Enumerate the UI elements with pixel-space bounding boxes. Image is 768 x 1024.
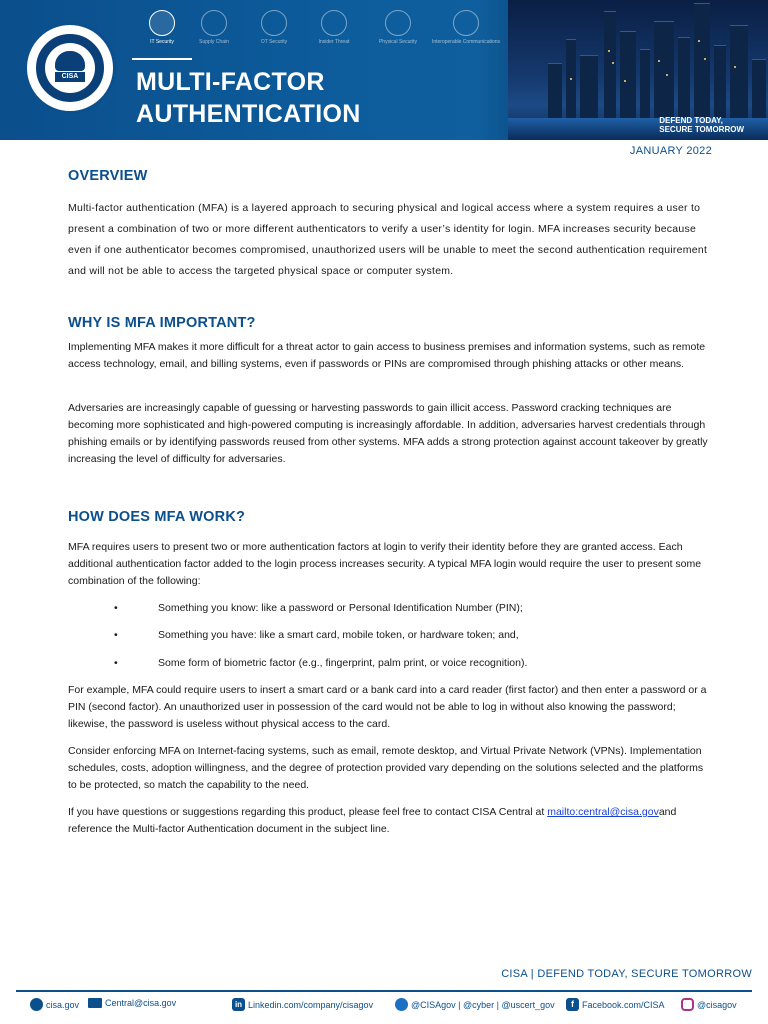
linkedin-icon: in (232, 998, 245, 1011)
overview-body: Multi-factor authentication (MFA) is a layered approach to securing physical and logical access where a system requires a user to present a combination of two or more different authenticators to verify a user’s identity for login. MFA increases security because even if one authenticator becomes compromised, unauthorized users will be unable to meet the second authentication requirement and will not be able to access the targeted physical space or computer system. (68, 202, 708, 277)
publication-date: JANUARY 2022 (629, 145, 712, 157)
it-security-icon (149, 10, 175, 36)
how-mfa-paragraph-1: MFA requires users to present two or more authentication factors at login to verify their identity before they are granted access. Each additional authentication factor added to the login process increases security. A typical MFA login would require the user to present some combination of the following: (68, 541, 702, 587)
envelope-icon (88, 998, 102, 1008)
facebook-icon: f (566, 998, 579, 1011)
contact-paragraph: If you have questions or suggestions regarding this product, please feel free to contact CISA Central at mailto:central@cisa.govand reference the Multi-factor Authentication document in the subject line. (68, 806, 677, 835)
header-banner (0, 0, 768, 140)
tab-physical-security[interactable]: Physical Security (368, 8, 428, 60)
footer-contact-bar (30, 998, 750, 1016)
how-mfa-paragraph-3: Consider enforcing MFA on Internet-facing systems, such as email, remote desktop, and Virtual Private Network (VPNs). Implementation schedules, costs, adoption willingness, and the degree of protection provided vary depending on the solutions selected and the platforms to be protected, so match the capability to the need. (68, 745, 704, 791)
how-mfa-paragraph-2: For example, MFA could require users to insert a smart card or a bank card into a card reader (first factor) and then enter a password or a PIN (second factor). An unauthorized user in possession of the card would not be able to log in without also knowing the password; likewise, the password is useless without physical access to the card. (68, 684, 707, 730)
seal-text: CISA (55, 72, 85, 82)
overview-heading: OVERVIEW (68, 168, 148, 184)
email-link[interactable]: mailto:central@cisa.gov (547, 806, 659, 818)
footer-twitter-link[interactable]: @CISAgov | @cyber | @uscert_gov (395, 998, 555, 1011)
footer-website-link[interactable]: cisa.gov (30, 998, 79, 1011)
tab-supply-chain[interactable]: Supply Chain (184, 8, 244, 60)
interoperable-communications-icon (453, 10, 479, 36)
footer-linkedin-link[interactable]: in Linkedin.com/company/cisagov (232, 998, 373, 1011)
why-mfa-paragraph-2: Adversaries are increasingly capable of guessing or harvesting passwords to gain illicit access. Password cracking techniques are becoming more sophisticated and high-powered computing is increasingly affordable. In addition, adversaries harvest credentials through phishing emails or by identifying passwords reused from other systems. MFA adds a strong protection against account takeover by greatly increasing the level of difficulty for adversaries. (68, 402, 708, 465)
eagle-icon (55, 51, 85, 71)
tab-ot-security[interactable]: OT Security (244, 8, 304, 60)
footer-email-link[interactable]: Central@cisa.gov (88, 998, 176, 1008)
tab-interoperable-communications[interactable]: Interoperable Communications (428, 8, 504, 60)
supply-chain-icon (201, 10, 227, 36)
ot-security-icon (261, 10, 287, 36)
active-tab-indicator (132, 58, 192, 60)
how-mfa-heading: HOW DOES MFA WORK? (68, 509, 246, 525)
footer-facebook-link[interactable]: f Facebook.com/CISA (566, 998, 665, 1011)
why-mfa-paragraph-1: Implementing MFA makes it more difficult for a threat actor to gain access to business premises and information systems, such as remote access technology, email, and billing systems, even if passwords or PINs are compromised through phishing attacks or other means. (68, 341, 706, 370)
twitter-icon (395, 998, 408, 1011)
insider-threat-icon (321, 10, 347, 36)
tab-insider-threat[interactable]: Insider Threat (304, 8, 364, 60)
tab-it-security[interactable]: IT Security (132, 8, 192, 60)
globe-icon (30, 998, 43, 1011)
header-tagline: DEFEND TODAY, SECURE TOMORROW (659, 116, 744, 134)
instagram-icon (681, 998, 694, 1011)
why-mfa-heading: WHY IS MFA IMPORTANT? (68, 315, 256, 331)
cisa-seal-logo (24, 22, 116, 114)
page-title: MULTI-FACTOR AUTHENTICATION (136, 68, 361, 128)
footer-instagram-link[interactable]: @cisagov (681, 998, 737, 1011)
footer-divider (16, 990, 752, 992)
footer-tagline: CISA | DEFEND TODAY, SECURE TOMORROW (501, 968, 752, 980)
physical-security-icon (385, 10, 411, 36)
